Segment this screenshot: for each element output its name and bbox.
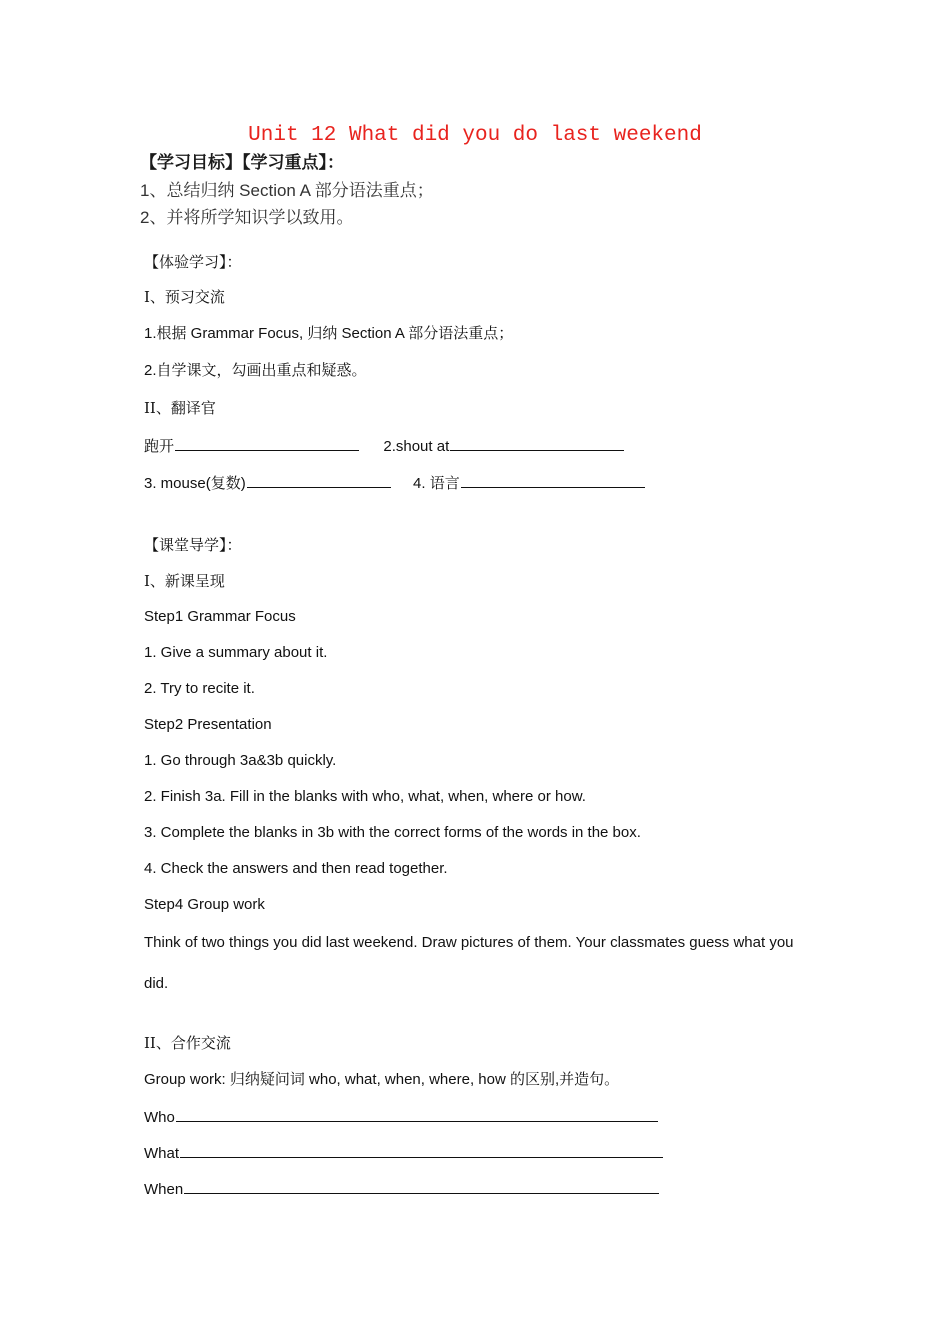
preview-task-1: 1.根据 Grammar Focus, 归纳 Section A 部分语法重点； (144, 325, 514, 342)
experience-heading: 【体验学习】： (144, 253, 242, 271)
group-work-instruction: Group work: 归纳疑问词 who, what, when, where, how 的区别,并造句。 (144, 1071, 620, 1088)
translation-row-1 (144, 436, 624, 457)
translation-blank-1[interactable] (175, 436, 359, 451)
translator-section-heading: II、翻译官 (144, 399, 216, 417)
step2-item-4: 4. Check the answers and then read together. (144, 860, 448, 877)
step2-item-2: 2. Finish 3a. Fill in the blanks with who, what, when, where or how. (144, 788, 586, 805)
objectives-heading: 【学习目标】【学习重点】： (140, 153, 344, 172)
preview-task-2: 2.自学课文，勾画出重点和疑惑。 (144, 362, 367, 379)
translation-blank-3[interactable] (247, 473, 391, 488)
step1-item-1: 1. Give a summary about it. (144, 644, 328, 661)
when-label: When (144, 1181, 184, 1198)
step4-heading: Step4 Group work (144, 896, 265, 913)
what-label: What (144, 1145, 180, 1162)
objective-item-2: 2、并将所学知识学以致用。 (140, 208, 354, 227)
step2-heading: Step2 Presentation (144, 716, 272, 733)
translation-label-1: 跑开 (144, 438, 175, 455)
who-label: Who (144, 1109, 175, 1126)
what-blank[interactable] (180, 1143, 663, 1158)
document-title: Unit 12 What did you do last weekend (248, 124, 702, 147)
who-row (144, 1107, 658, 1128)
step4-text: Think of two things you did last weekend. Draw pictures of them. Your classmates guess what you did. (144, 934, 794, 992)
translation-blank-2[interactable] (450, 436, 624, 451)
step2-item-1: 1. Go through 3a&3b quickly. (144, 752, 337, 769)
when-blank[interactable] (184, 1179, 659, 1194)
who-blank[interactable] (176, 1107, 658, 1122)
step2-item-3: 3. Complete the blanks in 3b with the correct forms of the words in the box. (144, 824, 641, 841)
when-row (144, 1179, 659, 1200)
objective-item-1: 1、总结归纳 Section A 部分语法重点； (140, 181, 434, 200)
classroom-heading: 【课堂导学】： (144, 536, 242, 554)
cooperation-heading: II、合作交流 (144, 1034, 231, 1052)
translation-blank-4[interactable] (461, 473, 645, 488)
step1-heading: Step1 Grammar Focus (144, 608, 296, 625)
step1-item-2: 2. Try to recite it. (144, 680, 255, 697)
translation-label-2: 2.shout at (383, 438, 450, 455)
translation-row-2 (144, 473, 645, 494)
preview-section-heading: I、预习交流 (144, 288, 225, 306)
translation-label-4: 4. 语言 (413, 475, 460, 492)
new-lesson-heading: I、新课呈现 (144, 572, 225, 590)
translation-label-3: 3. mouse(复数) (144, 475, 246, 492)
what-row (144, 1143, 663, 1164)
